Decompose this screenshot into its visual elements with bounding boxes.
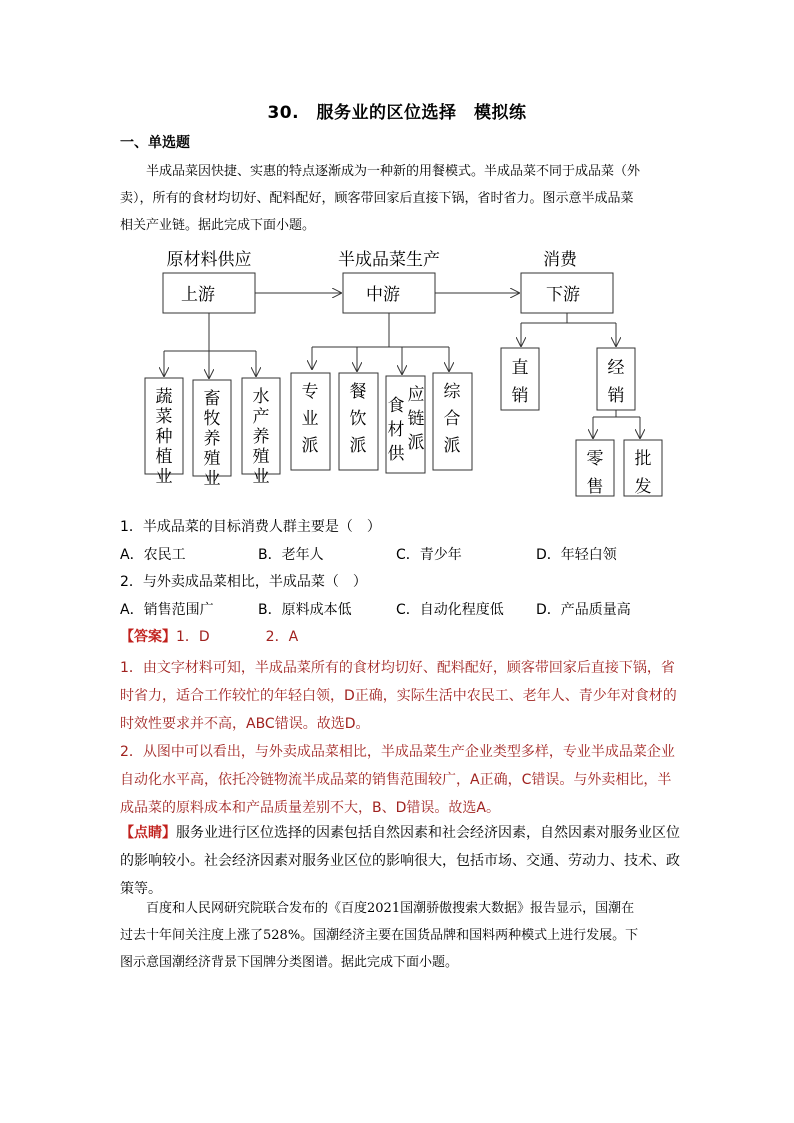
answer-line [120,626,298,646]
up-child-2-char: 殖 [203,449,221,469]
q1-option-b: B．老年人 [258,547,324,563]
mid-child-1-char: 专 [301,382,319,402]
q1-option-a: A．农民工 [120,547,186,563]
midstream-label: 中游 [366,285,400,305]
mid-child-3b-char: 食 [387,396,405,416]
explanation-1 [120,654,677,738]
up-child-3-char: 业 [252,467,270,487]
downstream-label: 下游 [546,285,580,305]
stage2-title: 半成品菜生产 [338,250,440,270]
mid-child-2-char: 餐 [349,382,367,402]
up-child-1-char: 蔬 [155,387,173,407]
up-child-1-char: 种 [155,427,173,447]
distribution-char: 销 [607,386,625,406]
direct-sales-char: 直 [511,358,529,378]
q2-option-b: B．原料成本低 [258,602,352,618]
up-child-2-char: 业 [203,469,221,489]
mid-child-4-char: 综 [443,382,461,402]
mid-child-3a-char: 链 [407,409,425,429]
explain-line: 时省力，适合工作较忙的年轻白领，D正确，实际生活中农民工、老年人、青少年对食材的 [120,688,677,704]
direct-sales-char: 销 [511,386,529,406]
mid-child-3b-char: 供 [387,444,405,464]
explain-line: 成品菜的原料成本和产品质量差别不大，B、D错误。故选A。 [120,800,500,816]
mid-child-3a-char: 派 [407,433,425,453]
comment-tag: 【点睛】 [120,825,176,841]
q2-option-d: D．产品质量高 [536,602,631,618]
wholesale-char: 批 [634,449,652,469]
intro-line: 百度和人民网研究院联合发布的《百度2021国潮骄傲搜索大数据》报告显示，国潮在 [146,901,635,916]
up-child-3-char: 水 [252,387,270,407]
up-child-1-char: 植 [155,447,173,467]
comment-line: 的影响较小。社会经济因素对服务业区位的影响很大，包括市场、交通、劳动力、技术、政 [120,853,680,869]
up-child-2-char: 牧 [203,409,221,429]
q1-option-c: C．青少年 [396,547,462,563]
mid-child-2-char: 饮 [349,409,367,429]
up-child-3-char: 产 [252,407,270,427]
intro-paragraph-2 [120,895,680,976]
mid-child-1-char: 业 [301,409,319,429]
upstream-label: 上游 [181,285,215,305]
up-child-3-char: 殖 [252,447,270,467]
industry-chain-diagram [140,245,680,505]
mid-child-3b-char: 材 [387,420,405,440]
retail-char: 零 [586,449,604,469]
up-child-1-char: 菜 [155,407,173,427]
comment-text: 服务业进行区位选择的因素包括自然因素和社会经济因素，自然因素对服务业区位 [176,825,680,841]
explain-line: 自动化水平高，依托冷链物流半成品菜的销售范围较广，A正确，C错误。与外卖相比，半 [120,772,672,788]
explanation-2 [120,738,675,822]
up-child-2-char: 养 [203,429,221,449]
answer-text: 1．D 2．A [176,629,299,645]
comment-line-1 [120,819,680,847]
intro-line: 相关产业链。据此完成下面小题。 [120,218,316,233]
mid-child-4-char: 合 [443,409,461,429]
up-child-2-char: 畜 [203,389,221,409]
q2-option-c: C．自动化程度低 [396,602,504,618]
comment-block [120,819,680,903]
section-heading: 一、单选题 [120,135,190,151]
question-2-stem: 2．与外卖成品菜相比，半成品菜（ ） [120,574,367,590]
mid-child-3a-char: 应 [407,385,425,405]
explain-line: 时效性要求并不高，ABC错误。故选D。 [120,716,370,732]
intro-line: 半成品菜因快捷、实惠的特点逐渐成为一种新的用餐模式。半成品菜不同于成品菜（外 [146,164,641,179]
intro-paragraph-1 [120,158,680,239]
question-1-stem: 1．半成品菜的目标消费人群主要是（ ） [120,519,381,535]
mid-child-2-char: 派 [349,436,367,456]
intro-line: 过去十年间关注度上涨了528%。国潮经济主要在国货品牌和国料两种模式上进行发展。下 [120,928,639,943]
up-child-3-char: 养 [252,427,270,447]
explain-line: 2．从图中可以看出，与外卖成品菜相比，半成品菜生产企业类型多样，专业半成品菜企业 [120,744,675,760]
stage1-title: 原材料供应 [166,250,252,270]
explain-line: 1．由文字材料可知，半成品菜所有的食材均切好、配料配好，顾客带回家后直接下锅，省 [120,660,675,676]
mid-child-4-char: 派 [443,436,461,456]
mid-child-1-char: 派 [301,436,319,456]
retail-char: 售 [586,477,604,497]
q1-option-d: D．年轻白领 [536,547,617,563]
stage3-title: 消费 [543,250,577,270]
q2-option-a: A．销售范围广 [120,602,214,618]
answer-tag: 【答案】 [120,629,176,645]
wholesale-char: 发 [634,477,652,497]
comment-line: 策等。 [120,881,162,897]
page-title: 30. 服务业的区位选择 模拟练 [267,103,527,123]
distribution-char: 经 [607,358,625,378]
up-child-1-char: 业 [155,467,173,487]
intro-line: 图示意国潮经济背景下国牌分类图谱。据此完成下面小题。 [120,955,459,970]
intro-line: 卖），所有的食材均切好、配料配好，顾客带回家后直接下锅，省时省力。图示意半成品菜 [120,191,634,206]
